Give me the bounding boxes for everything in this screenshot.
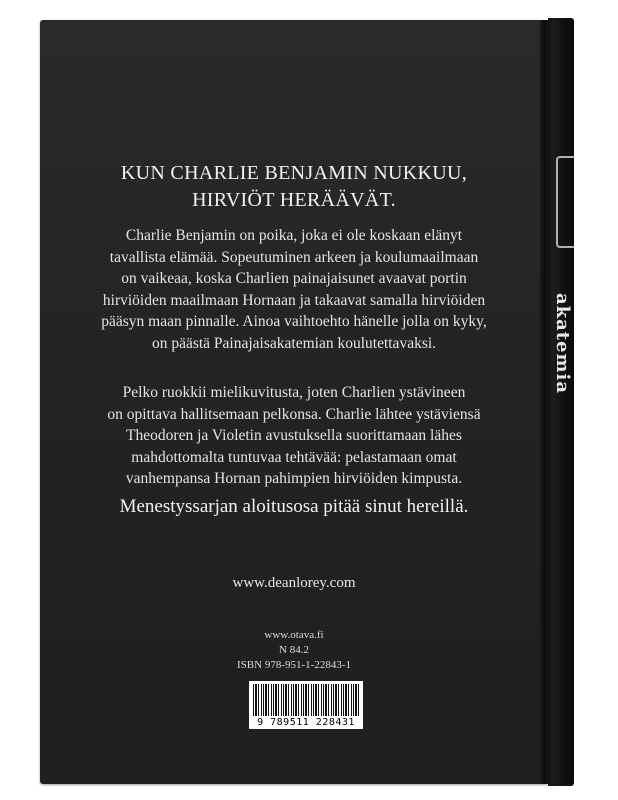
publisher-url: www.otava.fi [264, 629, 324, 641]
spine-title-text: akatemia [552, 292, 574, 394]
paragraph-line: vanhempansa Hornan pahimpien hirviöiden kimpusta. [125, 470, 463, 487]
author-website: www.deanlorey.com [232, 575, 356, 591]
paragraph-line: Pelko ruokkii mielikuvitusta, joten Charlien ystävineen [122, 384, 466, 401]
spine-title [552, 268, 574, 418]
isbn-barcode [249, 681, 363, 729]
paragraph-line: tavallista elämää. Sopeutuminen arkeen ja koulumaailmaan [109, 248, 479, 266]
spine-logo-mark [556, 156, 574, 248]
headline-line-1: KUN CHARLIE BENJAMIN NUKKUU, [120, 162, 468, 184]
headline [40, 160, 548, 214]
library-classification: N 84.2 [279, 644, 309, 656]
paragraph-line: on opittava hallitsemaan pelkonsa. Charlie lähtee ystäviensä [107, 405, 481, 423]
paragraph-line: mahdottomalta tuntuvaa tehtävää: pelastamaan omat [131, 448, 457, 466]
paragraph-line: pääsyn maan pinnalle. Ainoa vaihtoehto hänelle jolla on kyky, [101, 313, 487, 330]
paragraph-line: on vaikeaa, koska Charlien painajaisunet avaavat portin [121, 270, 467, 287]
barcode-bars [253, 684, 359, 716]
tagline: Menestyssarjan aloitusosa pitää sinut hereillä. [119, 496, 469, 517]
paragraph-line: Charlie Benjamin on poika, joka ei ole koskaan elänyt [125, 227, 463, 244]
isbn-number: ISBN 978-951-1-22843-1 [237, 659, 351, 671]
barcode-digits: 9 789511 228431 [257, 717, 355, 728]
blurb-paragraph-1 [40, 225, 548, 354]
paragraph-line: on päästä Painajaisakatemian koulutettavaksi. [151, 334, 437, 352]
blurb-paragraph-2 [40, 382, 548, 490]
paragraph-line: Theodoren ja Violetin avustuksella suorittamaan lähes [126, 427, 462, 444]
headline-line-2: HIRVIÖT HERÄÄVÄT. [192, 189, 396, 211]
paragraph-line: hirviöiden maailmaan Hornaan ja takaavat samalla hirviöiden [102, 291, 486, 309]
